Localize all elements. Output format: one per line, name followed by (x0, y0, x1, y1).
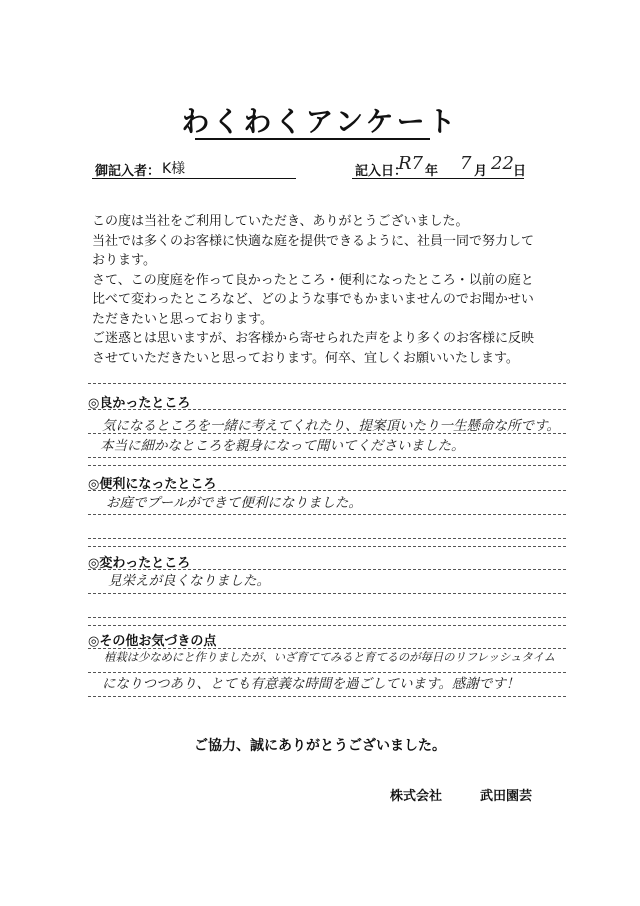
ruled-line (88, 383, 566, 384)
ruled-line (88, 465, 566, 466)
intro-line: ご迷惑とは思いますが、お客様から寄せられた声をより多くのお客様に反映 (92, 331, 535, 346)
intro-line: おります。 (92, 253, 156, 268)
title-underline (195, 138, 430, 140)
name-label: 御記入者： (95, 164, 161, 179)
section-title-other: ◎その他お気づきの点 (88, 634, 217, 649)
date-label: 記入日： (355, 164, 408, 179)
ruled-line (88, 696, 566, 697)
closing-message: ご協力、誠にありがとうございました。 (194, 738, 446, 754)
intro-line: さて、この度庭を作って良かったところ・便利になったところ・以前の庭と (92, 272, 534, 288)
intro-line: この度は当社をご利用していただき、ありがとうございました。 (92, 214, 469, 229)
name-underline (92, 178, 296, 179)
company-type: 株式会社 (390, 789, 443, 804)
section-title-good: ◎良かったところ (88, 396, 191, 411)
intro-line: させていただきたいと思っております。何卒、宜しくお願いいたします。 (92, 350, 519, 366)
ruled-line (88, 546, 566, 547)
date-year-unit: 年 (425, 164, 439, 179)
ruled-line (88, 593, 566, 594)
ruled-line (88, 625, 566, 626)
answer-other-line-2: になりつつあり、とても有意義な時間を過ごしています。感謝です！ (102, 676, 520, 692)
answer-convenient-line-1: お庭でプールができて便利になりました。 (106, 495, 362, 511)
date-day: 22 (491, 153, 514, 174)
date-day-unit: 日 (513, 164, 527, 179)
section-title-changed: ◎変わったところ (88, 556, 191, 571)
ruled-line (88, 457, 566, 458)
section-title-convenient: ◎便利になったところ (88, 477, 217, 492)
company-name: 武田園芸 (480, 789, 533, 804)
ruled-line (88, 409, 566, 410)
intro-line: 当社では多くのお客様に快適な庭を提供できるように、社員一同で努力して (92, 233, 535, 249)
page-title: わくわくアンケート (181, 105, 459, 138)
date-month-unit: 月 (474, 164, 488, 179)
answer-other-line-1: 植栽は少なめにと作りましたが、いざ育ててみると育てるのが毎日のリフレッシュタイム (104, 650, 555, 664)
intro-line: 比べて変わったところなど、どのような事でもかまいませんのでお聞かせい (92, 292, 534, 307)
ruled-line (88, 514, 566, 515)
answer-changed-line-1: 見栄えが良くなりました。 (108, 573, 270, 589)
date-month: 7 (460, 153, 472, 174)
ruled-line (88, 617, 566, 618)
answer-good-line-2: 本当に細かなところを親身になって聞いてくださいました。 (100, 438, 465, 454)
intro-text (92, 212, 562, 368)
date-underline (352, 178, 524, 179)
intro-line: ただきたいと思っております。 (92, 311, 273, 327)
date-era: R7 (398, 153, 424, 174)
name-value: K様 (162, 161, 186, 177)
answer-good-line-1: 気になるところを一緒に考えてくれたり、提案頂いたり一生懸命な所です。 (102, 418, 560, 434)
ruled-line (88, 538, 566, 539)
